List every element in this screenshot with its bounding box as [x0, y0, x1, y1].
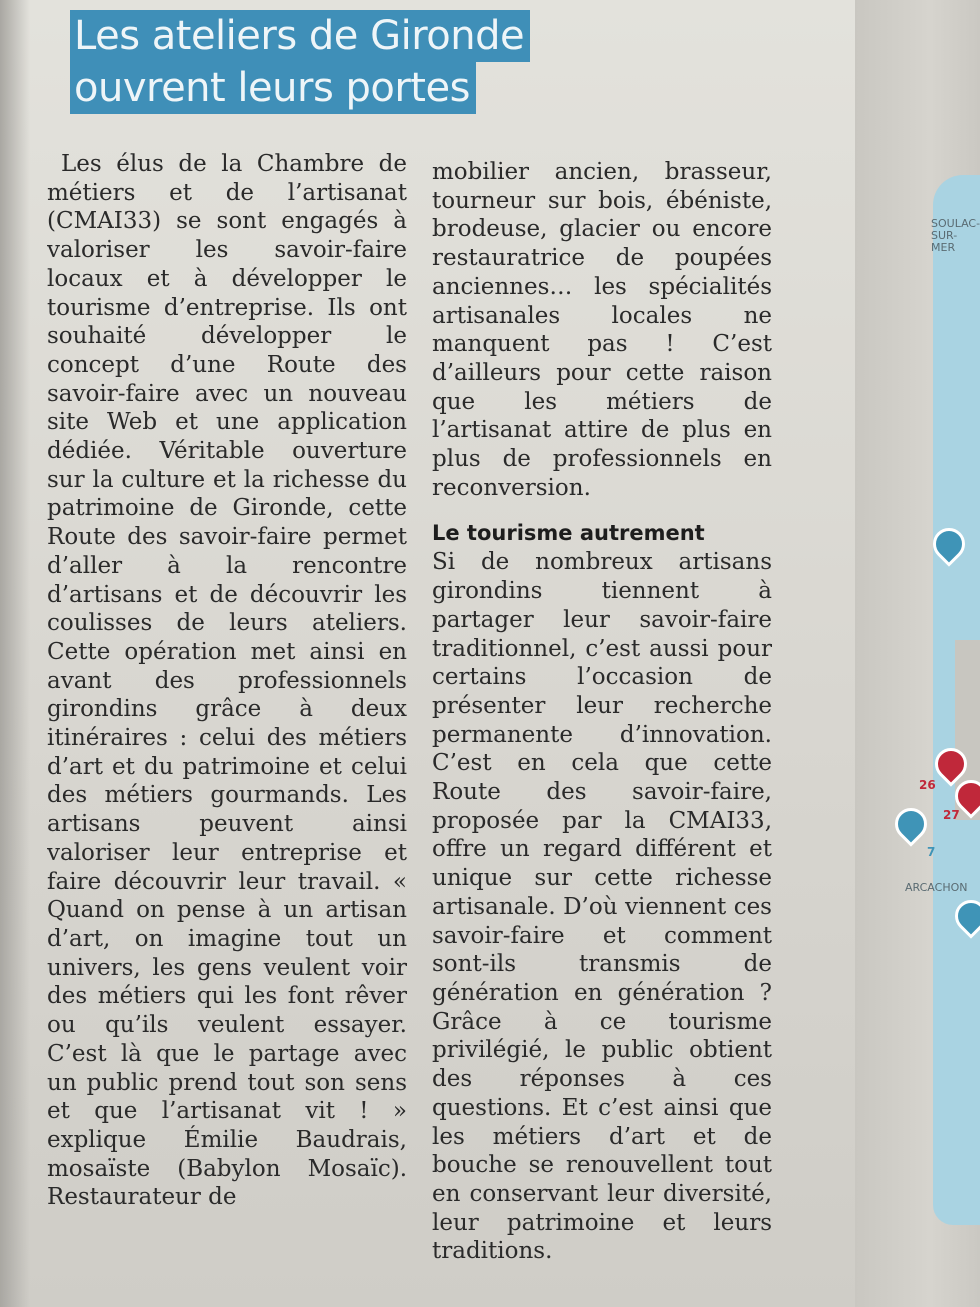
title-line-2: ouvrent leurs portes	[70, 62, 476, 114]
place-label-arcachon: ARCACHON	[905, 881, 968, 894]
place-label-soulac: SOULAC-SUR-MER	[931, 217, 980, 254]
subheading: Le tourisme autrement	[432, 521, 705, 546]
right-column-paragraph-2: Si de nombreux artisans girondins tiennent à partager leur savoir-faire traditionnel, c’est aussi pour certains l’occasion de présenter leur recherche permanente d’innovation. C’est en cela que cette Route des savoir-faire, proposée par la CMAI33, offre un regard différent et unique sur cette richesse artisanale. D’où viennent ces savoir-faire et comment sont-ils transmis de génération en génération ? Grâce à ce tourisme privilégié, le public obtient des réponses à ces questions. Et c’est ainsi que les métiers d’art et de bouche se renouvellent tout en conservant leur diversité, leur patrimoine et leurs traditions.	[432, 549, 772, 1265]
title-line-1: Les ateliers de Gironde	[70, 10, 530, 62]
article-right-column	[432, 158, 772, 1288]
article-title	[70, 10, 570, 114]
right-column-paragraph-1: mobilier ancien, brasseur, tourneur sur bois, ébéniste, brodeuse, glacier ou encore restauratrice de poupées anciennes… les spécialités artisanales locales ne manquent pas ! C’est d’ailleurs pour cette raison que les métiers de l’artisanat attire de plus en plus de professionnels en reconversion.	[432, 159, 772, 501]
left-column-text: Les élus de la Chambre de métiers et de l’artisanat (CMAI33) se sont engagés à valoriser les savoir-faire locaux et à développer le tourisme d’entreprise. Ils ont souhaité développer le concept d’une Route des savoir-faire avec un nouveau site Web et une application dédiée. Véritable ouverture sur la culture et la richesse du patrimoine de Gironde, cette Route des savoir-faire permet d’aller à la rencontre d’artisans et de découvrir les coulisses de leurs ateliers. Cette opération met ainsi en avant des professionnels girondins grâce à deux itinéraires : celui des métiers d’art et du patrimoine et celui des métiers gourmands. Les artisans peuvent ainsi valoriser leur entreprise et faire découvrir leur travail. « Quand on pense à un artisan d’art, on imagine tout un univers, les gens veulent voir des métiers qui les font rêver ou qu’ils veulent essayer. C’est là que le partage avec un public prend tout son sens et que l’artisanat vit ! » explique Émilie Baudrais, mosaïste (Babylon Mosaïc). Restaurateur de	[47, 151, 407, 1211]
map-pin-number: 7	[927, 845, 936, 859]
article-left-column	[47, 150, 407, 1290]
map-pin-number: 27	[943, 808, 960, 822]
map-excerpt	[855, 0, 980, 1307]
map-pin-number: 26	[919, 778, 936, 792]
